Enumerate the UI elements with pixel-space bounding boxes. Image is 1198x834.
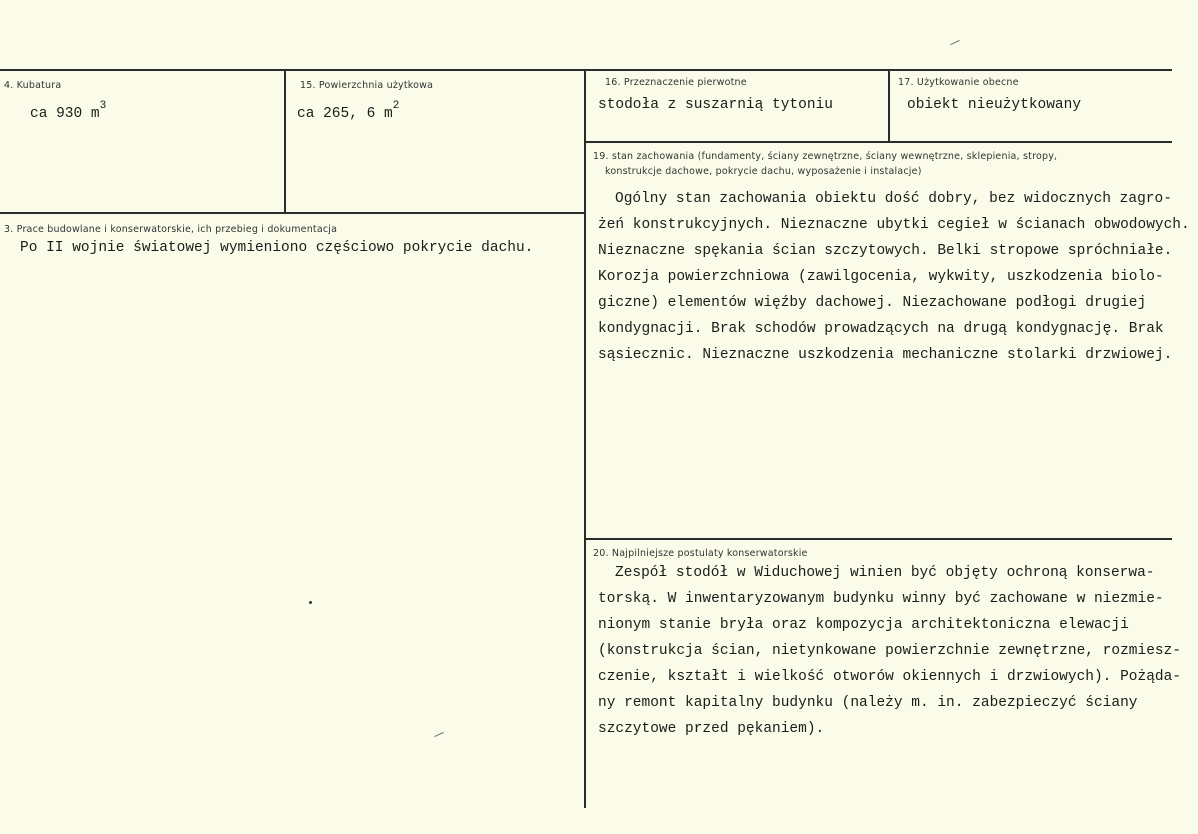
paper-mark <box>950 40 959 45</box>
powierzchnia-value <box>297 100 399 122</box>
postulaty-line: ny remont kapitalny budynku (należy m. in. zabezpieczyć ściany <box>598 695 1138 711</box>
stan-line: sąsiecznic. Nieznaczne uszkodzenia mechaniczne stolarki drzwiowej. <box>598 347 1173 363</box>
postulaty-line: (konstrukcja ścian, nietynkowane powierzchnie zewnętrzne, rozmiesz- <box>598 643 1181 659</box>
kubatura-value <box>30 100 106 122</box>
kubatura-unit-exponent: 3 <box>99 100 107 112</box>
powierzchnia-unit-exponent: 2 <box>392 100 400 112</box>
stan-line: żeń konstrukcyjnych. Nieznaczne ubytki cegieł w ścianach obwodowych. <box>598 217 1190 233</box>
uzytkowanie-value: obiekt nieużytkowany <box>907 97 1082 113</box>
stan-line: kondygnacji. Brak schodów prowadzących na drugą kondygnację. Brak <box>598 321 1164 337</box>
rule-under-16-17 <box>585 141 1172 143</box>
powierzchnia-label: 15. Powierzchnia użytkowa <box>300 80 434 91</box>
paper-mark <box>434 732 443 737</box>
divider-v-2 <box>584 70 586 808</box>
powierzchnia-number: ca 265, 6 m <box>297 106 393 122</box>
top-rule <box>0 69 1172 71</box>
stan-label-line-2: konstrukcje dachowe, pokrycie dachu, wyposażenie i instalacje) <box>605 166 922 177</box>
stan-line: Ogólny stan zachowania obiektu dość dobry, bez widocznych zagro- <box>615 191 1172 207</box>
stan-line: Nieznaczne spękania ścian szczytowych. Belki stropowe spróchniałe. <box>598 243 1173 259</box>
przeznaczenie-label: 16. Przeznaczenie pierwotne <box>605 77 747 88</box>
postulaty-line: torską. W inwentaryzowanym budynku winny być zachowane w niezmie- <box>598 591 1164 607</box>
divider-v-3 <box>888 70 890 142</box>
postulaty-line: nionym stanie bryła oraz kompozycja architektoniczna elewacji <box>598 617 1129 633</box>
kubatura-label: 4. Kubatura <box>4 80 62 91</box>
stan-line: giczne) elementów więźby dachowej. Niezachowane podłogi drugiej <box>598 295 1147 311</box>
postulaty-line: szczytowe przed pękaniem). <box>598 721 825 737</box>
postulaty-line: czenie, kształt i wielkość otworów okiennych i drzwiowych). Pożąda- <box>598 669 1181 685</box>
przeznaczenie-value: stodoła z suszarnią tytoniu <box>598 97 833 113</box>
postulaty-label: 20. Najpilniejsze postulaty konserwatorskie <box>593 548 808 559</box>
stan-label-line-1: 19. stan zachowania (fundamenty, ściany zewnętrzne, ściany wewnętrzne, sklepienia, stropy, <box>593 151 1058 162</box>
stan-text <box>598 186 1190 368</box>
kubatura-number: ca 930 m <box>30 106 100 122</box>
rule-under-4-15 <box>0 212 585 214</box>
divider-v-1 <box>284 70 286 214</box>
paper-speck <box>309 601 312 604</box>
rule-above-20 <box>585 538 1172 540</box>
uzytkowanie-label: 17. Użytkowanie obecne <box>898 77 1019 88</box>
postulaty-line: Zespół stodół w Widuchowej winien być objęty ochroną konserwa- <box>615 565 1155 581</box>
stan-line: Korozja powierzchniowa (zawilgocenia, wykwity, uszkodzenia biolo- <box>598 269 1164 285</box>
prace-label: 3. Prace budowlane i konserwatorskie, ich przebieg i dokumentacja <box>4 224 338 235</box>
prace-value: Po II wojnie światowej wymieniono częściowo pokrycie dachu. <box>20 240 534 256</box>
postulaty-text <box>598 560 1181 742</box>
